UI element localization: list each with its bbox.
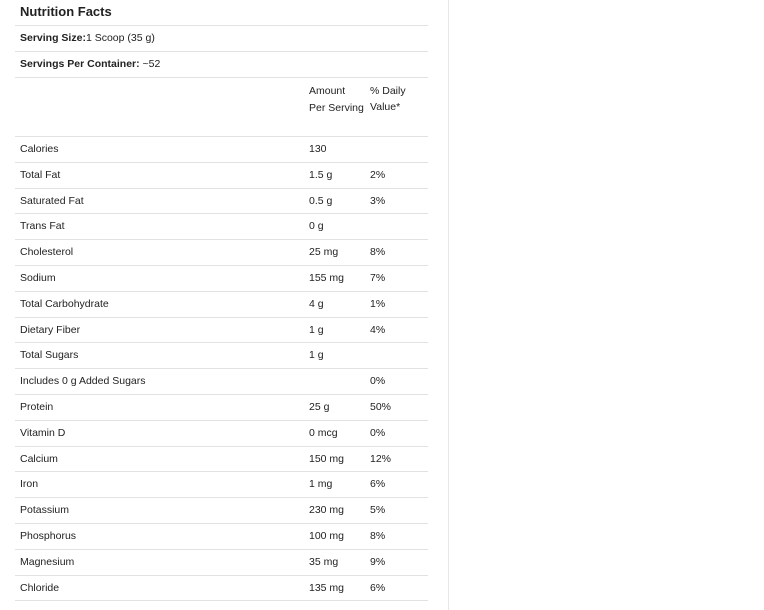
nutrient-daily-value: 8% [370, 246, 386, 259]
nutrient-row [15, 550, 428, 576]
nutrient-row [15, 163, 428, 189]
amount-per-serving-header: Amount Per Serving [309, 85, 364, 114]
daily-value-header: % Daily Value* [370, 85, 406, 113]
nutrient-row [15, 421, 428, 447]
nutrient-name: Calcium [20, 452, 58, 465]
nutrient-amount: 130 [309, 143, 327, 155]
nutrient-row [15, 240, 428, 266]
nutrient-daily-value: 9% [370, 555, 386, 568]
servings-per-container-row [15, 52, 428, 78]
nutrient-amount: 25 mg [309, 246, 339, 259]
nutrient-name: Chloride [20, 581, 60, 594]
nutrient-amount: 0 mcg [309, 426, 338, 439]
nutrient-name: Total Fat [20, 168, 61, 181]
serving-size-row [15, 26, 428, 52]
nutrient-name: Calories [20, 143, 59, 155]
nutrient-amount: 100 mg [309, 529, 345, 542]
nutrient-name: Iron [20, 478, 39, 491]
nutrient-amount: 1 g [309, 323, 324, 336]
serving-size-label: Serving Size: [20, 32, 86, 44]
nutrient-amount: 1 mg [309, 478, 333, 491]
nutrient-amount: 150 mg [309, 452, 345, 465]
nutrient-daily-value: 0% [370, 426, 386, 439]
nutrient-daily-value: 0% [370, 375, 386, 388]
nutrient-row [15, 343, 428, 369]
nutrient-amount: 25 g [309, 400, 330, 413]
nutrient-row [15, 498, 428, 524]
nutrient-amount: 0.5 g [309, 194, 333, 207]
nutrition-table-body [15, 137, 428, 601]
nutrient-row [15, 214, 428, 240]
nutrient-row [15, 472, 428, 498]
nutrient-name: Total Carbohydrate [20, 297, 109, 310]
nutrient-daily-value: 3% [370, 194, 386, 207]
nutrient-row [15, 292, 428, 318]
nutrient-name: Sodium [20, 271, 56, 284]
nutrient-daily-value: 6% [370, 478, 386, 491]
nutrient-name: Total Sugars [20, 349, 79, 362]
nutrient-row [15, 524, 428, 550]
serving-size-value: 1 Scoop (35 g) [85, 32, 155, 44]
nutrient-amount: 35 mg [309, 555, 339, 568]
nutrient-name: Cholesterol [20, 246, 74, 259]
nutrient-amount: 230 mg [309, 504, 345, 517]
nutrient-name: Dietary Fiber [20, 323, 81, 336]
nutrient-daily-value: 50% [370, 400, 392, 413]
nutrient-name: Trans Fat [20, 220, 65, 233]
nutrient-amount: 4 g [309, 297, 324, 310]
nutrient-row [15, 395, 428, 421]
nutrition-facts-panel [15, 0, 428, 601]
nutrient-name: Phosphorus [20, 529, 77, 542]
nutrient-row [15, 266, 428, 292]
nutrient-daily-value: 4% [370, 323, 386, 336]
nutrient-row [15, 447, 428, 473]
nutrient-name: Magnesium [20, 555, 75, 568]
nutrient-row [15, 318, 428, 344]
nutrient-row [15, 369, 428, 395]
nutrient-name: Protein [20, 400, 54, 413]
nutrient-daily-value: 8% [370, 529, 386, 542]
nutrient-amount: 1 g [309, 349, 324, 362]
nutrient-name: Vitamin D [20, 426, 66, 439]
nutrient-daily-value: 6% [370, 581, 386, 594]
nutrient-name: Saturated Fat [20, 194, 84, 207]
servings-per-container-label: Servings Per Container: [20, 58, 140, 70]
nutrient-daily-value: 5% [370, 504, 386, 517]
nutrition-table-header [15, 78, 428, 137]
nutrient-daily-value: 2% [370, 168, 386, 181]
nutrient-row [15, 137, 428, 163]
nutrient-amount: 0 g [309, 220, 324, 233]
nutrient-daily-value: 1% [370, 297, 386, 310]
nutrient-row [15, 189, 428, 215]
nutrient-amount: 1.5 g [309, 168, 333, 181]
nutrient-name: Potassium [20, 504, 70, 517]
nutrient-daily-value: 12% [370, 452, 392, 465]
nutrient-amount: 135 mg [309, 581, 345, 594]
nutrient-amount: 155 mg [309, 271, 345, 284]
servings-per-container-value: ~52 [142, 58, 161, 70]
nutrient-daily-value: 7% [370, 271, 386, 284]
column-divider [448, 0, 449, 610]
nutrition-facts-title: Nutrition Facts [15, 0, 428, 26]
nutrient-row [15, 576, 428, 602]
nutrient-name: Includes 0 g Added Sugars [20, 375, 146, 388]
